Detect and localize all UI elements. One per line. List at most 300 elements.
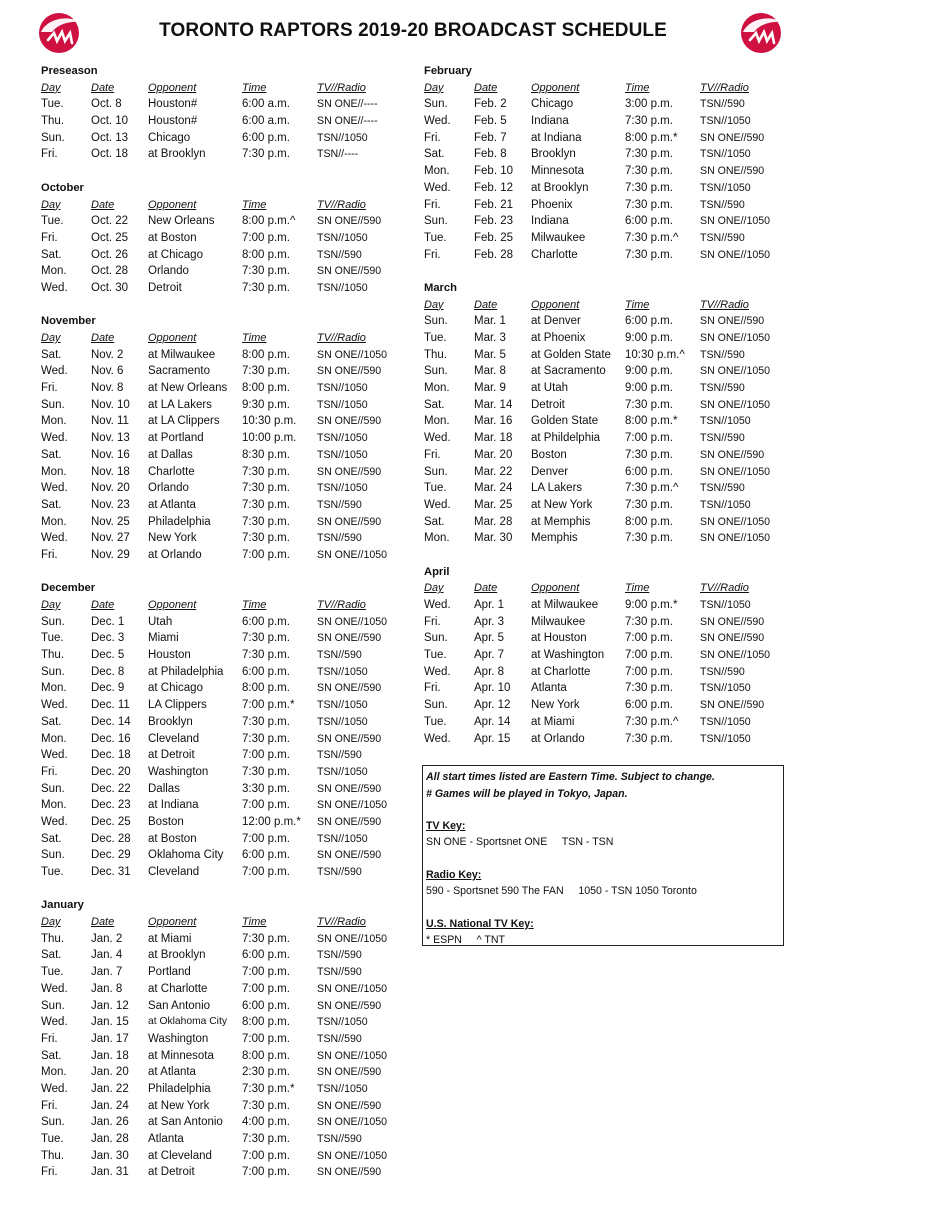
game-time: 6:00 p.m.: [242, 665, 290, 678]
game-row: [424, 647, 790, 664]
game-day: Sat.: [41, 248, 62, 261]
game-time: 7:30 p.m.^: [625, 231, 679, 244]
game-opponent: at Washington: [531, 649, 605, 662]
game-opponent: at Charlotte: [531, 665, 591, 678]
game-opponent: at Miami: [148, 932, 192, 945]
column-header-day: Day: [424, 582, 444, 595]
game-day: Fri.: [41, 1032, 58, 1045]
game-opponent: Minnesota: [531, 165, 585, 178]
game-row: [41, 1131, 407, 1148]
game-time: 9:30 p.m.: [242, 398, 290, 411]
game-opponent: at Charlotte: [148, 982, 208, 995]
column-header-row: [41, 914, 407, 931]
game-day: Wed.: [41, 699, 68, 712]
game-day: Tue.: [41, 632, 64, 645]
game-tv-radio: SN ONE//1050: [700, 465, 771, 478]
game-tv-radio: TSN//1050: [317, 231, 368, 244]
game-date: Nov. 20: [91, 482, 130, 495]
game-date: Apr. 7: [474, 649, 505, 662]
game-day: Sun.: [41, 398, 65, 411]
game-day: Fri.: [41, 548, 58, 561]
column-header-row: [424, 80, 790, 97]
game-row: [41, 764, 407, 781]
game-row: [41, 647, 407, 664]
game-day: Thu.: [41, 649, 65, 662]
schedule-section: [41, 897, 407, 1181]
game-row: [424, 597, 790, 614]
game-time: 7:30 p.m.: [242, 515, 290, 528]
game-date: Feb. 28: [474, 248, 513, 261]
game-time: 8:00 p.m.*: [625, 131, 678, 144]
game-opponent: Phoenix: [531, 198, 573, 211]
game-day: Sun.: [41, 615, 65, 628]
game-opponent: New York: [148, 532, 197, 545]
game-date: Feb. 21: [474, 198, 513, 211]
game-date: Jan. 7: [91, 966, 123, 979]
game-opponent: at San Antonio: [148, 1116, 223, 1129]
game-date: Dec. 23: [91, 799, 131, 812]
game-row: [424, 146, 790, 163]
game-day: Tue.: [424, 649, 447, 662]
section-title: April: [424, 565, 450, 578]
game-tv-radio: TSN//590: [317, 649, 362, 662]
game-row: [41, 1114, 407, 1131]
section-title: November: [41, 315, 96, 328]
game-opponent: Cleveland: [148, 866, 200, 878]
game-tv-radio: SN ONE//590: [317, 215, 382, 228]
game-row: [41, 547, 407, 564]
game-date: Jan. 8: [91, 982, 123, 995]
game-time: 7:00 p.m.: [242, 832, 290, 845]
game-tv-radio: SN ONE//590: [700, 448, 765, 461]
game-opponent: at New Orleans: [148, 382, 228, 395]
game-date: Feb. 25: [474, 231, 513, 244]
game-opponent: at Golden State: [531, 348, 611, 361]
game-date: Mar. 25: [474, 498, 513, 511]
game-day: Wed.: [41, 982, 68, 995]
section-title: February: [424, 65, 472, 77]
game-tv-radio: SN ONE//590: [317, 465, 382, 478]
game-time: 7:30 p.m.: [242, 715, 290, 728]
game-time: 7:30 p.m.: [242, 148, 290, 161]
game-date: Nov. 18: [91, 465, 130, 478]
game-time: 7:30 p.m.: [625, 165, 673, 178]
game-row: [424, 430, 790, 447]
game-date: Nov. 16: [91, 448, 130, 461]
game-time: 6:00 p.m.: [625, 315, 673, 328]
game-date: Jan. 17: [91, 1032, 129, 1045]
game-row: [41, 480, 407, 497]
schedule-section: [424, 564, 790, 748]
game-row: [424, 380, 790, 397]
game-tv-radio: TSN//1050: [700, 415, 751, 428]
game-date: Nov. 11: [91, 415, 129, 428]
game-day: Wed.: [41, 749, 68, 762]
game-row: [41, 947, 407, 964]
game-day: Tue.: [424, 332, 447, 344]
game-tv-radio: SN ONE//1050: [317, 932, 388, 945]
game-date: Nov. 27: [91, 532, 130, 545]
game-day: Mon.: [41, 1066, 67, 1079]
column-header-row: [41, 80, 407, 97]
column-header-time: Time: [242, 81, 267, 94]
game-date: Dec. 5: [91, 649, 125, 662]
game-time: 6:00 p.m.: [242, 999, 290, 1012]
game-tv-radio: SN ONE//1050: [317, 1049, 388, 1062]
game-date: Nov. 29: [91, 548, 130, 561]
column-header-tv-radio: TV//Radio: [317, 198, 366, 211]
game-date: Apr. 1: [474, 599, 505, 611]
schedule-section: [424, 63, 790, 280]
game-time: 7:00 p.m.: [242, 1149, 290, 1162]
game-row: [41, 680, 407, 697]
game-opponent: at Philadelphia: [148, 665, 224, 678]
game-day: Thu.: [41, 1149, 65, 1162]
game-date: Mar. 5: [474, 348, 506, 361]
game-tv-radio: TSN//1050: [700, 498, 751, 511]
game-tv-radio: TSN//590: [700, 482, 745, 495]
game-opponent: Chicago: [148, 131, 191, 144]
game-day: Mon.: [424, 415, 450, 428]
game-tv-radio: SN ONE//1050: [700, 649, 771, 662]
national-tv-key: * ESPN ^ TNT: [426, 934, 505, 946]
game-time: 7:00 p.m.: [242, 231, 290, 244]
game-date: Apr. 5: [474, 632, 505, 645]
game-date: Dec. 25: [91, 815, 131, 828]
game-date: Feb. 5: [474, 115, 507, 128]
game-time: 7:30 p.m.: [242, 365, 290, 378]
game-row: [41, 864, 407, 881]
game-date: Nov. 23: [91, 498, 130, 511]
game-row: [41, 831, 407, 848]
game-row: [41, 1048, 407, 1065]
game-row: [424, 347, 790, 364]
game-date: Dec. 20: [91, 765, 131, 778]
game-tv-radio: SN ONE//1050: [700, 398, 771, 411]
game-opponent: at Cleveland: [148, 1149, 212, 1162]
game-date: Feb. 2: [474, 98, 507, 111]
game-row: [41, 981, 407, 998]
game-time: 7:00 p.m.: [242, 982, 290, 995]
game-opponent: at Indiana: [148, 799, 199, 812]
notes-tokyo: # Games will be played in Tokyo, Japan.: [426, 787, 628, 800]
game-opponent: Philadelphia: [148, 515, 211, 528]
game-day: Wed.: [41, 281, 68, 294]
game-tv-radio: SN ONE//1050: [700, 332, 771, 344]
game-opponent: San Antonio: [148, 999, 211, 1012]
game-day: Sat.: [424, 148, 445, 161]
game-tv-radio: SN ONE//1050: [700, 365, 771, 378]
game-date: Mar. 22: [474, 465, 513, 478]
column-header-row: [41, 197, 407, 214]
game-opponent: Brooklyn: [531, 148, 576, 161]
game-opponent: Dallas: [148, 782, 180, 795]
game-day: Tue.: [41, 866, 64, 878]
game-tv-radio: TSN//590: [317, 498, 362, 511]
game-row: [424, 113, 790, 130]
game-tv-radio: TSN//590: [700, 348, 745, 361]
game-row: [424, 180, 790, 197]
game-day: Wed.: [41, 432, 68, 445]
game-row: [41, 814, 407, 831]
game-row: [424, 96, 790, 113]
game-tv-radio: SN ONE//590: [700, 131, 765, 144]
game-tv-radio: TSN//590: [700, 665, 745, 678]
game-time: 6:00 p.m.: [242, 615, 290, 628]
game-date: Jan. 18: [91, 1049, 129, 1062]
column-header-tv-radio: TV//Radio: [317, 81, 366, 94]
game-tv-radio: TSN//590: [700, 382, 745, 395]
game-tv-radio: SN ONE//590: [700, 699, 765, 712]
column-header-tv-radio: TV//Radio: [700, 81, 749, 94]
game-opponent: at Brooklyn: [531, 181, 589, 194]
column-header-opponent: Opponent: [148, 332, 197, 344]
game-time: 7:00 p.m.: [625, 432, 673, 445]
game-date: Oct. 30: [91, 281, 129, 294]
column-header-date: Date: [474, 81, 498, 94]
game-tv-radio: TSN//1050: [317, 281, 368, 294]
game-opponent: at Detroit: [148, 1166, 195, 1179]
game-time: 9:00 p.m.: [625, 365, 673, 378]
radio-key: 590 - Sportsnet 590 The FAN 1050 - TSN 1050 Toronto: [426, 885, 697, 897]
game-opponent: Houston#: [148, 115, 198, 128]
game-day: Mon.: [41, 682, 67, 695]
game-date: Jan. 2: [91, 932, 123, 945]
game-row: [424, 697, 790, 714]
left-column: [41, 63, 407, 1181]
game-tv-radio: SN ONE//1050: [317, 1149, 388, 1162]
game-row: [41, 747, 407, 764]
game-tv-radio: TSN//----: [317, 148, 359, 161]
game-time: 8:00 p.m.: [242, 1016, 290, 1029]
game-opponent: at Milwaukee: [148, 348, 216, 361]
column-header-opponent: Opponent: [531, 582, 580, 595]
game-time: 7:30 p.m.: [242, 932, 290, 945]
game-opponent: at Sacramento: [531, 365, 606, 378]
game-time: 9:00 p.m.: [625, 332, 673, 344]
game-opponent: at Phildelphia: [531, 432, 601, 445]
game-time: 7:30 p.m.^: [625, 715, 679, 728]
game-date: Apr. 12: [474, 699, 511, 712]
game-tv-radio: SN ONE//590: [317, 849, 382, 862]
game-date: Mar. 9: [474, 382, 506, 395]
game-row: [41, 1014, 407, 1031]
game-opponent: at Brooklyn: [148, 949, 206, 962]
game-time: 12:00 p.m.*: [242, 815, 301, 828]
game-row: [41, 113, 407, 130]
game-row: [41, 347, 407, 364]
game-date: Jan. 20: [91, 1066, 129, 1079]
column-header-opponent: Opponent: [148, 916, 197, 929]
game-time: 8:00 p.m.: [242, 248, 290, 261]
game-day: Sun.: [41, 1116, 65, 1129]
game-date: Dec. 29: [91, 849, 131, 862]
game-opponent: Orlando: [148, 482, 189, 495]
game-tv-radio: SN ONE//----: [317, 98, 378, 111]
game-day: Tue.: [41, 966, 64, 979]
game-tv-radio: SN ONE//1050: [317, 982, 388, 995]
column-header-opponent: Opponent: [148, 198, 197, 211]
game-row: [424, 130, 790, 147]
game-row: [424, 313, 790, 330]
game-date: Apr. 10: [474, 682, 511, 695]
column-header-time: Time: [625, 81, 650, 94]
game-row: [41, 1164, 407, 1181]
column-header-tv-radio: TV//Radio: [317, 332, 366, 344]
game-row: [41, 263, 407, 280]
game-date: Mar. 28: [474, 515, 513, 528]
game-tv-radio: SN ONE//590: [317, 782, 382, 795]
game-day: Tue.: [424, 231, 447, 244]
column-header-day: Day: [41, 81, 61, 94]
game-time: 4:00 p.m.: [242, 1116, 290, 1129]
game-opponent: Philadelphia: [148, 1082, 211, 1095]
game-time: 7:00 p.m.: [242, 1166, 290, 1179]
game-tv-radio: SN ONE//----: [317, 115, 378, 128]
game-row: [424, 230, 790, 247]
game-day: Fri.: [41, 1099, 58, 1112]
game-row: [41, 630, 407, 647]
game-time: 8:00 p.m.: [242, 382, 290, 395]
game-day: Sat.: [424, 515, 445, 528]
game-time: 3:30 p.m.: [242, 782, 290, 795]
game-date: Mar. 14: [474, 398, 513, 411]
game-tv-radio: SN ONE//590: [317, 265, 382, 278]
game-tv-radio: TSN//1050: [317, 699, 368, 712]
game-time: 6:00 p.m.: [625, 699, 673, 712]
game-day: Wed.: [41, 365, 68, 378]
section-title: January: [41, 899, 84, 912]
game-tv-radio: TSN//1050: [317, 765, 368, 778]
game-tv-radio: SN ONE//1050: [700, 215, 771, 228]
game-tv-radio: TSN//590: [317, 1032, 362, 1045]
game-date: Apr. 3: [474, 615, 505, 628]
game-tv-radio: TSN//590: [700, 432, 745, 445]
game-tv-radio: TSN//1050: [700, 682, 751, 695]
column-header-day: Day: [41, 916, 61, 929]
game-row: [41, 731, 407, 748]
game-date: Dec. 14: [91, 715, 131, 728]
game-row: [41, 964, 407, 981]
section-spacer: [41, 881, 407, 898]
game-date: Apr. 14: [474, 715, 511, 728]
game-day: Thu.: [41, 932, 65, 945]
game-tv-radio: SN ONE//590: [317, 732, 382, 745]
game-row: [41, 530, 407, 547]
game-date: Feb. 8: [474, 148, 507, 161]
game-tv-radio: TSN//1050: [317, 382, 368, 395]
game-opponent: at New York: [148, 1099, 210, 1112]
game-opponent: Washington: [148, 1032, 209, 1045]
game-time: 6:00 p.m.: [625, 215, 673, 228]
game-day: Sat.: [41, 949, 62, 962]
game-date: Mar. 1: [474, 315, 506, 328]
game-time: 7:30 p.m.: [625, 448, 673, 461]
game-date: Jan. 31: [91, 1166, 129, 1179]
game-day: Sun.: [424, 215, 448, 228]
game-row: [424, 714, 790, 731]
section-title: December: [41, 582, 96, 595]
game-date: Feb. 23: [474, 215, 513, 228]
game-tv-radio: SN ONE//1050: [317, 1116, 388, 1129]
game-time: 8:00 p.m.: [242, 1049, 290, 1062]
game-day: Sun.: [424, 465, 448, 478]
game-date: Oct. 10: [91, 115, 129, 128]
game-tv-radio: SN ONE//1050: [700, 515, 771, 528]
game-day: Thu.: [41, 115, 65, 128]
game-row: [424, 397, 790, 414]
game-row: [41, 413, 407, 430]
game-row: [41, 146, 407, 163]
game-opponent: Oklahoma City: [148, 849, 224, 862]
game-opponent: Washington: [148, 765, 209, 778]
game-time: 7:30 p.m.: [242, 281, 290, 294]
game-opponent: Charlotte: [531, 248, 578, 261]
game-date: Mar. 20: [474, 448, 513, 461]
game-row: [424, 480, 790, 497]
game-date: Feb. 10: [474, 165, 513, 178]
game-opponent: at Oklahoma City: [148, 1016, 227, 1028]
game-opponent: at Milwaukee: [531, 599, 599, 611]
game-opponent: at Orlando: [148, 548, 202, 561]
game-opponent: Indiana: [531, 115, 569, 128]
game-row: [41, 363, 407, 380]
game-row: [424, 614, 790, 631]
section-title: Preseason: [41, 65, 98, 77]
game-day: Sat.: [41, 832, 62, 845]
game-date: Oct. 28: [91, 265, 129, 278]
schedule-section: [41, 63, 407, 180]
game-row: [41, 664, 407, 681]
game-time: 8:00 p.m.*: [625, 415, 678, 428]
game-time: 7:30 p.m.: [625, 732, 673, 745]
notes-box: [422, 765, 784, 946]
game-time: 9:00 p.m.*: [625, 599, 678, 611]
game-opponent: Boston: [148, 815, 184, 828]
column-header-day: Day: [41, 332, 61, 344]
game-day: Fri.: [41, 148, 58, 161]
game-day: Wed.: [41, 532, 68, 545]
game-tv-radio: SN ONE//1050: [700, 532, 771, 545]
game-tv-radio: TSN//1050: [317, 482, 368, 495]
game-time: 9:00 p.m.: [625, 382, 673, 395]
game-time: 6:00 a.m.: [242, 98, 290, 111]
game-tv-radio: SN ONE//590: [317, 1099, 382, 1112]
game-time: 6:00 p.m.: [242, 849, 290, 862]
column-header-tv-radio: TV//Radio: [317, 599, 366, 611]
game-day: Mon.: [424, 532, 450, 545]
game-tv-radio: TSN//590: [700, 98, 745, 111]
game-time: 7:30 p.m.: [625, 615, 673, 628]
game-tv-radio: TSN//1050: [317, 665, 368, 678]
game-day: Mon.: [41, 799, 67, 812]
game-opponent: Charlotte: [148, 465, 195, 478]
game-time: 7:30 p.m.: [242, 1133, 290, 1145]
column-header-day: Day: [41, 198, 61, 211]
game-opponent: at Memphis: [531, 515, 591, 528]
game-day: Fri.: [424, 198, 441, 211]
game-day: Wed.: [424, 181, 451, 194]
game-tv-radio: SN ONE//590: [317, 415, 382, 428]
game-opponent: Indiana: [531, 215, 569, 228]
game-opponent: Sacramento: [148, 365, 211, 378]
game-row: [41, 781, 407, 798]
game-row: [424, 731, 790, 748]
column-header-date: Date: [91, 198, 115, 211]
game-tv-radio: SN ONE//590: [317, 632, 382, 645]
game-time: 7:30 p.m.: [242, 1099, 290, 1112]
column-header-date: Date: [474, 582, 498, 595]
